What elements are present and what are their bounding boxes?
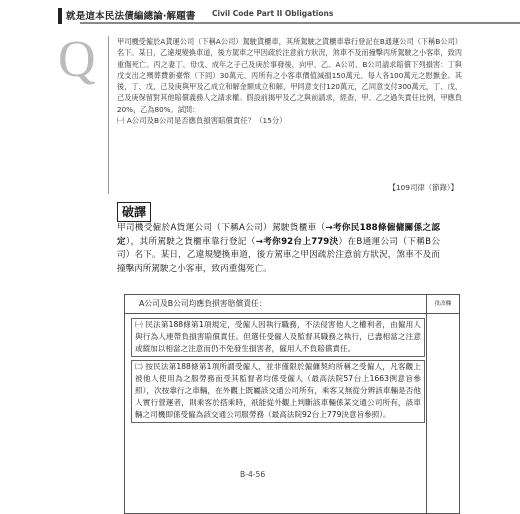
answer-item-1: ㈠ 民法第188條第1項規定，受僱人因執行職務，不法侵害他人之權利者，由僱用人與行為人連帶負損害賠償責任。但選任受僱人及監督其職務之執行，已盡相當之注意或縱加以相當之注意而仍不免發生損害者，僱用人不負賠償責任。 (131, 318, 425, 357)
translation-part-2: ），其所駕駛之貨櫃車靠行登記（ (125, 236, 256, 247)
translation-text (117, 222, 440, 276)
translation-hint-2: →考你92台上779決 (255, 236, 339, 247)
translation-part-1: 甲司機受僱於A貨運公司（下稱A公司）駕駛貨櫃車（ (117, 223, 326, 233)
answer-body (131, 318, 425, 423)
header-bookmark-mark (58, 8, 62, 24)
translation-hint-1: →考你民188條僱傭關係之認定 (117, 223, 441, 247)
question-marker: Q (58, 31, 96, 88)
question-source: 【109司律（節錄）】 (388, 183, 458, 192)
translation-label: 破譯 (117, 202, 151, 222)
page-header (0, 0, 520, 34)
question-box (108, 36, 462, 194)
book-subtitle: Civil Code Part II Obligations (212, 9, 334, 18)
answer-header: A公司及B公司均應負損害賠償責任： (125, 295, 439, 314)
question-text: 甲司機受僱於A貨運公司（下稱A公司）駕駛貨櫃車，其所駕駛之貨櫃車靠行登記在B通運公司（下稱B公司）名下。某日，乙違規變換車道，後方駕車之甲因疏於注意前方狀況，煞車不及而撞擊丙所駕駛之小客車，致丙重傷死亡。丙之妻丁、母戊、成年之子己及庚於事發後，向甲、乙、A公司、B公司請求賠償下列損害：丁與戊支出之殯葬費新臺幣（下同）30萬元、丙所有之小客車價值減損150萬元、每人各100萬元之慰撫金。其後，丁、戊、己及庚與甲及乙成立和解金額成立和解，甲同意支付120萬元，乙同意支付300萬元，丁、戊、己及庚保留對其他賠償義務人之請求權。假設前揭甲及乙之與前請求，經查，甲、乙之過失責任比例，甲應負20%，乙為80%。試問： (117, 37, 463, 114)
page-number: B-4-56 (240, 470, 266, 479)
score-column (426, 295, 459, 513)
answer-table (124, 294, 460, 514)
question-subquestion: ㈠ A公司及B公司是否應負損害賠償責任？（15分） (117, 116, 287, 126)
translation-part-3: ）在B通運公司（下稱B公司）名下。某日，乙違規變換車道，後方駕車之甲因疏於注意前方狀況，煞車不及而撞擊丙所駕駛之小客車，致丙重傷死亡。 (117, 236, 440, 274)
score-column-header: 批改欄 (427, 295, 459, 314)
header-rule (80, 22, 520, 24)
book-title: 就是這本民法債編總論‧解題書 (66, 11, 196, 22)
answer-item-2: ㈡ 按民法第188條第1項所謂受僱人，並非僅限於僱傭契約所稱之受僱人，凡客觀上被他人使用為之服勞務而受其監督者均係受僱人（最高法院57台上1663例意旨參照），次按靠行之車輛，在外觀上既屬該交通公司所有，乘客又無從分辨該車輛是否他人實行營運者，則乘客於搭乘時，祇能從外觀上判斷該車輛係某交通公司所有，該車輛之司機即係受僱為該交通公司服勞務（最高法院92台上779決意旨參照）。 (131, 360, 425, 423)
